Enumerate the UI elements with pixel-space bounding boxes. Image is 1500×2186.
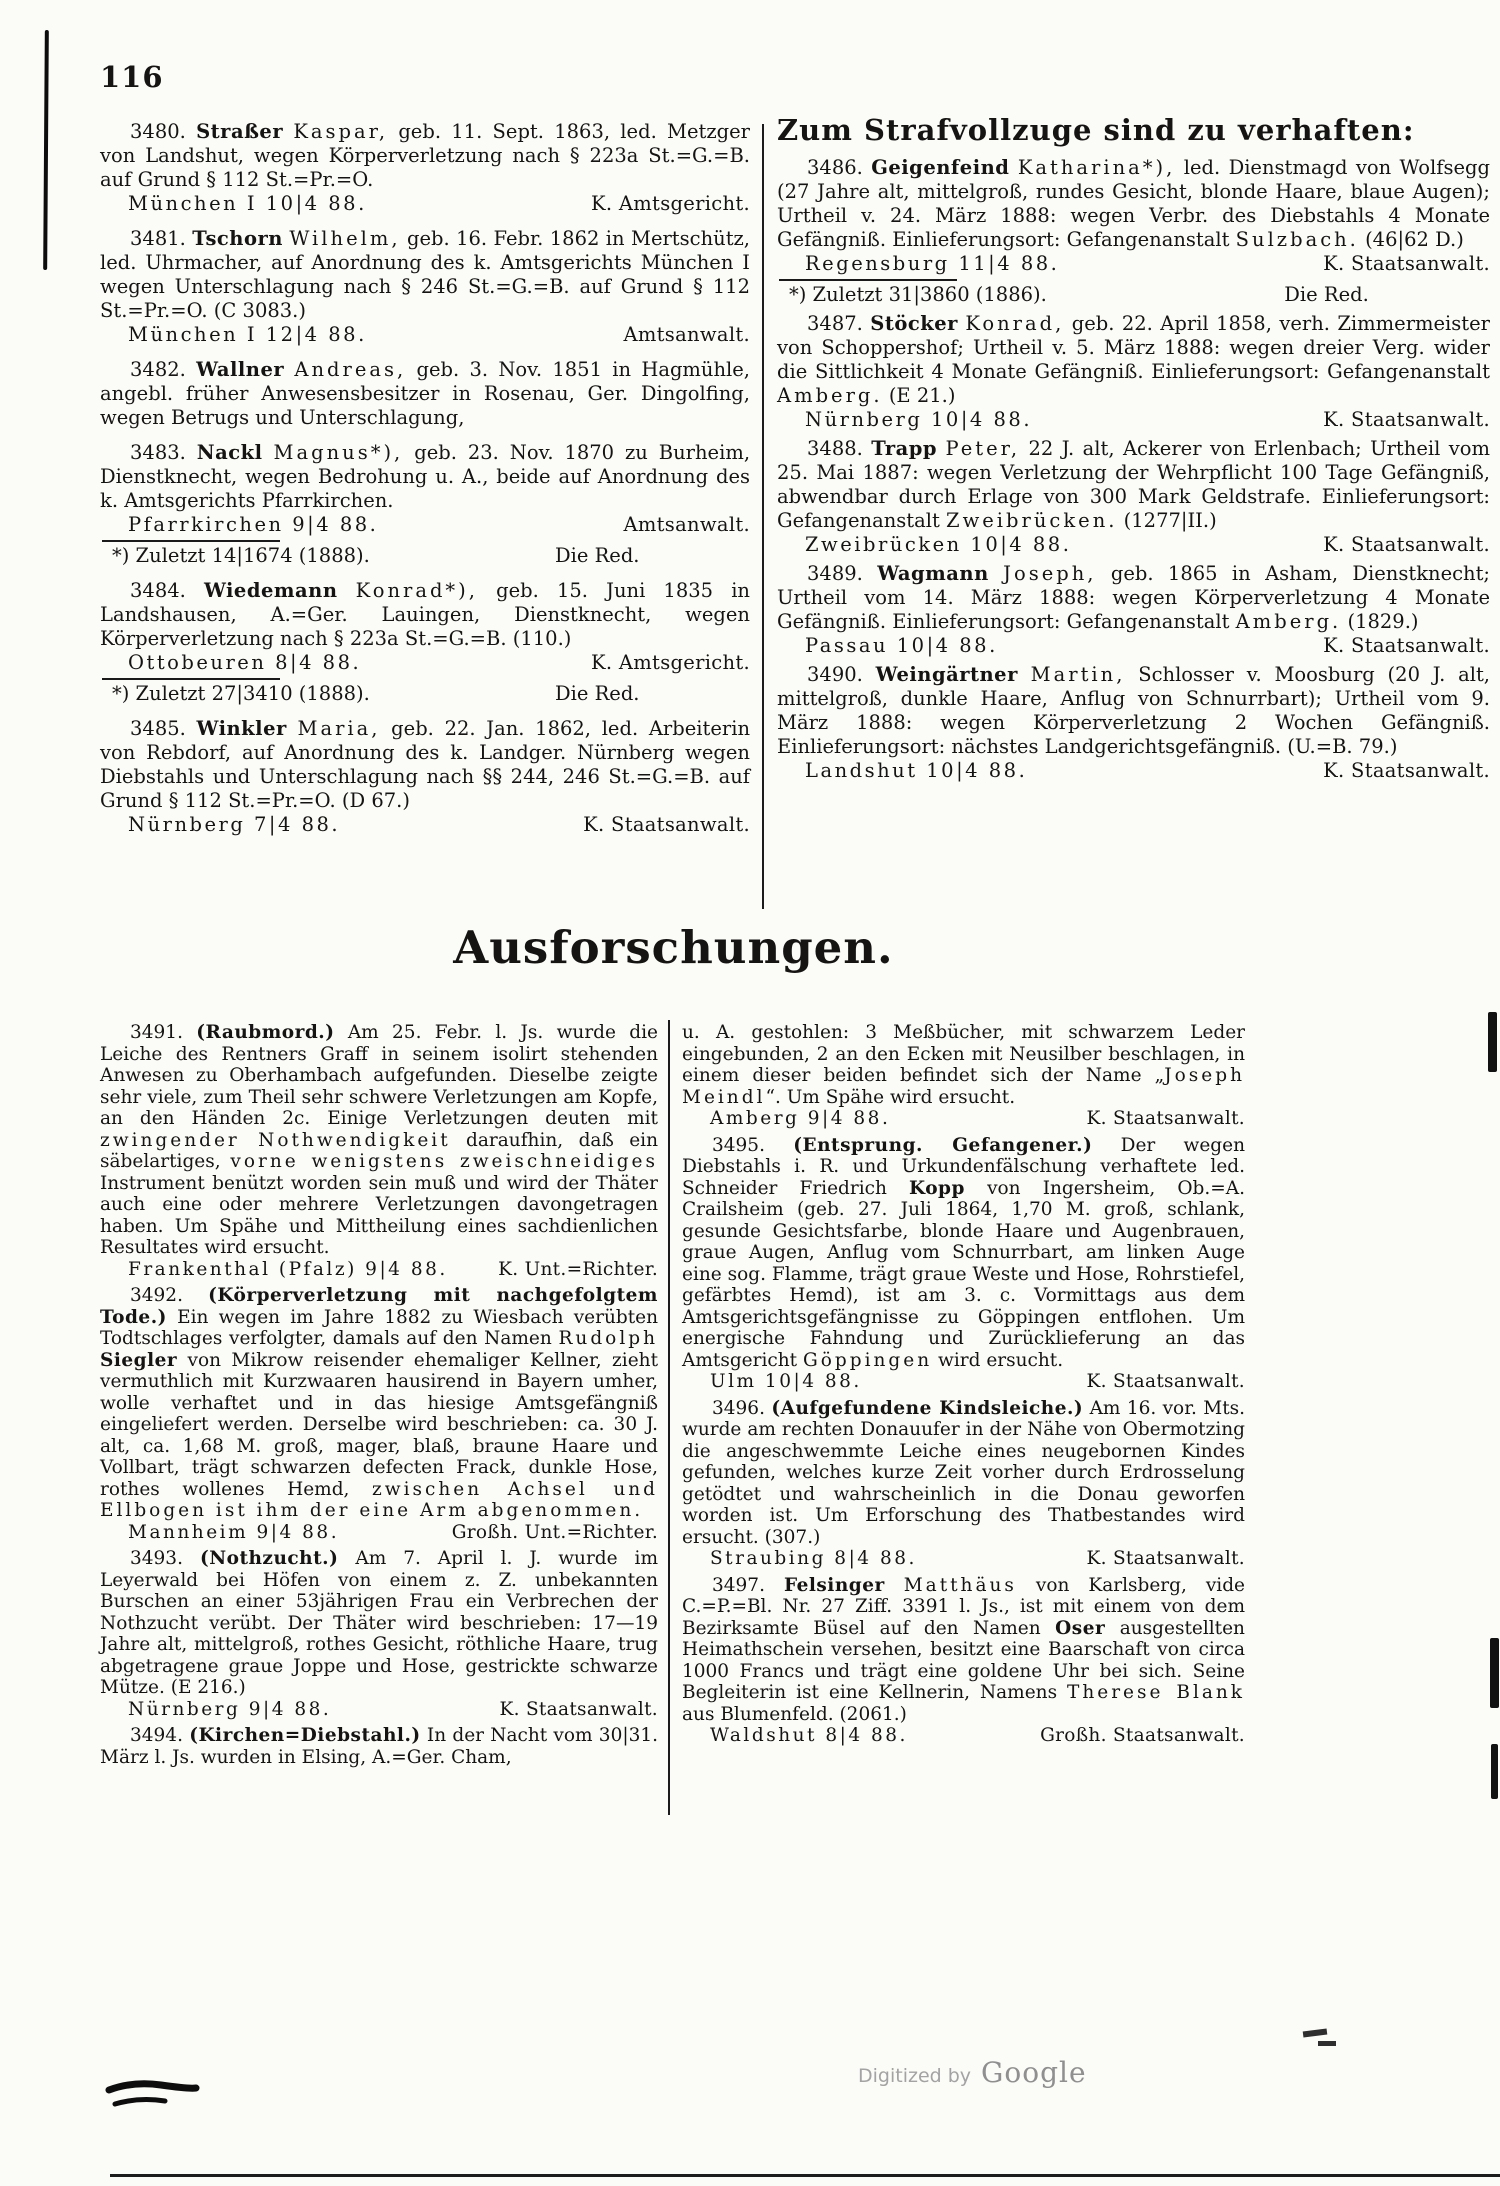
dateline-place: Straubing 8|4 88. [710,1548,917,1569]
scan-artifact-pen-mark [105,2078,200,2114]
person-surname: Wallner [196,358,285,381]
entry-number: 3484. [130,579,186,602]
entry-text: Instrument benützt worden sein muß und wird der Thäter auch eine oder mehrere Verletzungen davongetragen haben. Um Spähe und Mittheilung eines sachdienlichen Resultates wird ersucht. [100,1172,658,1258]
entry-text: (E 21.) [888,384,956,407]
dateline-authority: Amtsanwalt. [623,513,750,536]
entry-footnote [100,540,750,568]
scan-artifact-dash [1318,2041,1336,2046]
gazette-entry [100,120,750,216]
entry-text: geb. 11. Sept. 1863, led. Metzger von Landshut, wegen Körperverletzung nach § 223a St.=G.=B. auf Grund § 112 St.=Pr.=O. [100,120,750,191]
section-heading-strafvollzug: Zum Strafvollzuge sind zu verhaften: [777,113,1415,147]
entry-dateline [682,1725,1245,1747]
entry-text: Schlosser v. Moosburg (20 J. alt, mittelgroß, dunkle Haare, Anflug von Schnurrbart); Urtheil vom 9. März 1888: wegen Körperverletzung 2 Wochen Gefängniß. Einlieferungsort: nächstes Landgerichtsgefängniß. (U.=B. 79.) [777,663,1490,758]
person-surname: Felsinger [783,1574,885,1596]
entry-body [777,437,1490,533]
entry-text: von Ingersheim, Ob.=A. Crailsheim (geb. 27. Juli 1864, 1,70 M. groß, schlank, gesunde Gesichtsfarbe, blonde Haare und Augenbrauen, graue Augen, Anflug vom Schnurrbart, am linken Auge eine sog. Flamme, trägt graue Weste und Hose, Rohrstiefel, gefärbtes Hemd), ist am 3. c. Vormittags aus dem Amtsgerichtsgefängnisse zu Göppingen entflohen. Um energische Fahndung und Zurücklieferung an das Amtsgericht [682,1177,1245,1371]
entry-text: Am 16. vor. Mts. wurde am rechten Donauufer in der Nähe von Obermotzing die angeschwemmte Leiche eines neugebornen Kindes gefunden, welches kurze Zeit vorher durch Erdrosselung getödtet und wahrscheinlich in die Donau geworfen worden ist. Um Erforschung des Thatbestandes wird ersucht. (307.) [682,1397,1245,1548]
dateline-place: München I 10|4 88. [128,192,367,215]
entry-number: 3494. [130,1725,183,1746]
scan-artifact-right-edge-mark [1488,1012,1497,1072]
entry-dateline [777,533,1490,557]
entry-text: von Mikrow reisender ehemaliger Kellner, zieht vermuthlich mit Kurzwaaren hausirend in Bayern umher, wolle verhaftet und in das hiesige Amtsgefängniß eingeliefert werden. Derselbe wird beschrieben: ca. 30 J. alt, ca. 1,68 M. groß, mager, blaß, braune Haare und Vollbart, trägt schwarzen defecten Frack, dunkle Hose, rothes wollenes Hemd, [100,1349,658,1500]
footnote-rule [102,678,280,680]
entry-text: “. Um Spähe wird ersucht. [765,1086,1016,1108]
gazette-entry [777,156,1490,307]
dateline-authority: Großh. Staatsanwalt. [1040,1725,1245,1746]
entry-body [100,717,750,813]
person-surname: Geigenfeind [871,156,1010,179]
google-watermark [858,2056,1087,2089]
person-surname: Wagmann [877,562,989,585]
footnote-text: *) Zuletzt 14|1674 (1888). [112,544,370,567]
emphasized-text: zwingender Nothwendigkeit [100,1129,451,1151]
column-divider-bottom [668,1020,670,1815]
entry-dateline [100,1699,658,1721]
dateline-place: Frankenthal (Pfalz) 9|4 88. [128,1258,448,1280]
dateline-authority: K. Staatsanwalt. [1323,533,1490,556]
gazette-entry [777,437,1490,557]
entry-number: 3496. [712,1397,765,1419]
entry-dateline [682,1548,1245,1570]
entry-text: wird ersucht. [938,1349,1064,1371]
scan-artifact-left-edge-line [43,30,49,270]
person-firstname: Peter, [945,437,1021,460]
person-firstname: Martin, [1030,663,1126,686]
entry-text: In der Nacht vom 30|31. März l. Js. wurden in Elsing, A.=Ger. Cham, [100,1725,658,1768]
entry-body [777,663,1490,759]
gazette-entry [682,1575,1245,1747]
entry-dateline [100,192,750,216]
entry-dateline [777,252,1490,276]
entry-body [777,312,1490,408]
entry-text: Ein wegen im Jahre 1882 zu Wiesbach verübten Todtschlages verfolgter, damals auf den Namen [100,1306,658,1349]
footnote-source: Die Red. [554,682,640,705]
dateline-authority: K. Staatsanwalt. [583,813,750,836]
person-firstname: Rudolph [558,1328,658,1349]
entry-text: led. Dienstmagd von Wolfsegg (27 Jahre alt, mittelgroß, rundes Gesicht, blonde Haare, blaue Augen); Urtheil v. 24. März 1888: wegen Verbr. des Diebstahls 4 Monate Gefängniß. Einlieferungsort: Gefangenanstalt [777,156,1490,251]
entry-dateline [100,513,750,537]
entry-text: (1277|II.) [1123,509,1217,532]
emphasized-text: zwischen Achsel und Ellbogen ist ihm der eine Arm abgenommen. [100,1478,658,1521]
entry-dateline [777,408,1490,432]
entry-body [100,1022,658,1259]
scan-artifact-right-edge-mark [1491,1744,1498,1799]
entry-number: 3493. [130,1548,183,1569]
entry-number: 3492. [130,1285,183,1306]
person-surname: Siegler [100,1349,178,1371]
person-firstname: Magnus*), [273,441,404,464]
entry-text: geb. 3. Nov. 1851 in Hagmühle, angebl. früher Anwesensbesitzer in Rosenau, Ger. Dingolfing, wegen Betrugs und Unterschlagung, [100,358,751,429]
gazette-entry [100,227,750,347]
emphasized-text: Göppingen [802,1349,933,1371]
dateline-authority: Amtsanwalt. [623,323,750,346]
gazette-entry [100,441,750,568]
entry-body [777,562,1490,634]
companion-name: Therese Blank [1067,1682,1246,1703]
scan-artifact-dash [1303,2029,1328,2038]
entry-dateline [100,1259,658,1281]
entry-number: 3495. [712,1134,765,1156]
dateline-authority: K. Unt.=Richter. [498,1258,658,1280]
person-firstname: Konrad*), [355,579,478,602]
footnote-source: Die Red. [1284,283,1369,306]
entry-body [100,1548,658,1699]
institution-name: Amberg. [1235,610,1342,633]
person-surname: Straßer [196,120,284,143]
gazette-entry [100,1022,658,1280]
dateline-place: Ottobeuren 8|4 88. [128,651,362,674]
top-left-column [100,120,750,848]
offense-heading: (Körperverletzung mit nachgefolgtem Tode.) [100,1285,658,1328]
gazette-entry [682,1398,1245,1570]
dateline-authority: K. Amtsgericht. [591,192,750,215]
offense-heading: (Entsprung. Gefangener.) [793,1134,1093,1156]
entry-number: 3483. [130,441,186,464]
person-firstname: Joseph, [1003,562,1097,585]
dateline-place: Nürnberg 9|4 88. [128,1698,332,1720]
entry-body [100,579,750,651]
entry-footnote [777,279,1490,307]
entry-text: daraufhin, daß ein säbelartiges, [100,1129,658,1172]
entry-number: 3491. [130,1022,183,1043]
gazette-entry [777,562,1490,658]
entry-number: 3488. [807,437,863,460]
person-surname: Trapp [871,437,938,460]
dateline-place: Waldshut 8|4 88. [710,1725,908,1746]
dateline-place: Ulm 10|4 88. [710,1371,862,1392]
dateline-place: Regensburg 11|4 88. [805,252,1060,275]
person-surname: Tschorn [192,227,283,250]
dateline-authority: K. Staatsanwalt. [1323,408,1490,431]
entry-body [100,1285,658,1522]
gazette-entry [100,1548,658,1720]
footnote-text: *) Zuletzt 31|3860 (1886). [789,283,1047,306]
dateline-authority: K. Staatsanwalt. [1323,252,1490,275]
dateline-place: München I 12|4 88. [128,323,367,346]
dateline-authority: K. Staatsanwalt. [1086,1371,1245,1392]
dateline-authority: K. Staatsanwalt. [1323,759,1490,782]
entry-text: Am 25. Febr. l. Js. wurde die Leiche des Rentners Graff in seinem isolirt stehenden Anwesen zu Oberhambach aufgefunden. Dieselbe zeigte sehr viele, zum Theil sehr schwere Verletzungen am Kopfe, an den Händen 2c. Einige Verletzungen deuten mit [100,1022,658,1129]
offense-heading: (Nothzucht.) [199,1548,339,1569]
bottom-right-column [682,1022,1245,1752]
entry-number: 3489. [807,562,863,585]
entry-body [682,1398,1245,1549]
entry-dateline [100,1522,658,1544]
person-firstname: Wilhelm, [289,227,401,250]
entry-text: geb. 23. Nov. 1870 zu Burheim, Dienstknecht, wegen Bedrohung u. A., beide auf Anordnung des k. Amtsgerichts Pfarrkirchen. [100,441,751,512]
person-surname: Stöcker [870,312,958,335]
footnote-rule [102,540,280,542]
person-firstname: Matthäus [903,1574,1017,1596]
person-surname: Winkler [196,717,287,740]
entry-text: (46|62 D.) [1365,228,1464,251]
person-surname: Kopp [909,1177,965,1199]
watermark-text: Digitized by [858,2065,972,2087]
entry-dateline [682,1371,1245,1393]
entry-text: geb. 15. Juni 1835 in Landshausen, A.=Ger. Lauingen, Dienstknecht, wegen Körperverletzung nach § 223a St.=G.=B. (110.) [100,579,750,650]
person-firstname: Kaspar, [293,120,389,143]
scan-artifact-bottom-rule [110,2174,1500,2177]
column-divider-top [762,124,764,909]
dateline-authority: K. Amtsgericht. [591,651,750,674]
dateline-place: Passau 10|4 88. [805,634,998,657]
top-right-column [777,112,1490,788]
offense-heading: (Aufgefundene Kindsleiche.) [771,1397,1084,1419]
institution-name: Amberg. [777,384,883,407]
entry-text: (1829.) [1347,610,1419,633]
scan-artifact-right-edge-mark [1490,1638,1499,1708]
person-surname: Wiedemann [203,579,338,602]
entry-text: aus Blumenfeld. (2061.) [682,1703,907,1725]
entry-dateline [100,651,750,675]
entry-text: 22 J. alt, Ackerer von Erlenbach; Urtheil vom 25. Mai 1887: wegen Verletzung der Wehrpflicht 100 Tage Gefängniß, abwendbar durch Erlage von 300 Mark Geldstrafe. Einlieferungsort: Gefangenanstalt [777,437,1491,532]
dateline-place: Pfarrkirchen 9|4 88. [128,513,379,536]
person-firstname: Katharina*), [1017,156,1176,179]
dateline-authority: K. Staatsanwalt. [499,1698,658,1720]
dateline-authority: K. Staatsanwalt. [1323,634,1490,657]
entry-number: 3497. [712,1574,765,1596]
entry-text: geb. 1865 in Asham, Dienstknecht; Urtheil vom 14. März 1888: wegen Körperverletzung 4 Monate Gefängniß. Einlieferungsort: Gefangenanstalt [777,562,1490,633]
entry-number: 3485. [130,717,186,740]
footnote-source: Die Red. [554,544,640,567]
dateline-authority: Großh. Unt.=Richter. [451,1521,658,1543]
gazette-entry-continuation [682,1022,1245,1130]
institution-name: Zweibrücken. [946,509,1118,532]
watermark-brand: Google [981,2056,1087,2089]
gazette-entry [100,717,750,837]
entry-body [777,156,1490,252]
entry-number: 3490. [807,663,863,686]
page-number: 116 [100,60,164,94]
entry-text: geb. 22. Jan. 1862, led. Arbeiterin von Rebdorf, auf Anordnung des k. Landger. Nürnberg wegen Diebstahls und Unterschlagung nach §§ 244, 246 St.=G.=B. auf Grund § 112 St.=Pr.=O. (D 67.) [100,717,750,812]
dateline-place: Zweibrücken 10|4 88. [805,533,1072,556]
bottom-left-column [100,1022,658,1773]
person-firstname: Konrad, [965,312,1065,335]
person-firstname: Andreas, [294,358,407,381]
alias-name: Oser [1055,1617,1106,1639]
footnote-text: *) Zuletzt 27|3410 (1888). [112,682,370,705]
offense-heading: (Kirchen=Diebstahl.) [189,1725,421,1746]
entry-number: 3487. [807,312,863,335]
dateline-place: Landshut 10|4 88. [805,759,1028,782]
gazette-entry [100,358,750,430]
entry-text: von Karlsberg, vide C.=P.=Bl. Nr. 27 Ziff. 3391 l. Js., ist mit einem von dem Bezirksamte Büsel auf den Namen [682,1574,1245,1639]
entry-text: ausgestellten Heimathschein versehen, besitzt eine Baarschaft von circa 1000 Francs und trägt eine goldene Uhr bei sich. Seine Begleiterin ist eine Kellnerin, Namens [682,1617,1245,1703]
entry-text: Am 7. April l. J. wurde im Leyerwald bei Höfen von einem z. Z. unbekannten Burschen an einer 53jährigen Frau ein Verbrechen der Nothzucht verübt. Der Thäter wird beschrieben: 17—19 Jahre alt, mittelgroß, rothes Gesicht, röthliche Haare, trug abgetragene graue Joppe und Hose, gestrickte schwarze Mütze. (E 216.) [100,1548,659,1698]
entry-dateline [777,634,1490,658]
person-surname: Weingärtner [875,663,1018,686]
dateline-place: Amberg 9|4 88. [710,1108,891,1129]
entry-body [100,120,750,192]
dateline-authority: K. Staatsanwalt. [1086,1108,1245,1129]
footnote-rule [779,279,957,281]
dateline-place: Mannheim 9|4 88. [128,1521,340,1543]
entry-body [100,227,750,323]
entry-number: 3481. [130,227,186,250]
entry-text: geb. 16. Febr. 1862 in Mertschütz, led. Uhrmacher, auf Anordnung des k. Amtsgerichts München I wegen Unterschlagung nach § 246 St.=G.=B. auf Grund § 112 St.=Pr.=O. (C 3083.) [100,227,750,322]
person-surname: Nackl [196,441,263,464]
entry-body [682,1135,1245,1372]
entry-dateline [682,1108,1245,1130]
gazette-entry [777,312,1490,432]
entry-body [682,1022,1245,1108]
entry-body [100,441,750,513]
emphasized-text: vorne wenigstens zweischneidiges [230,1151,658,1172]
entry-footnote [100,678,750,706]
entry-number: 3480. [130,120,186,143]
entry-number: 3486. [807,156,863,179]
entry-text: u. A. gestohlen: 3 Meßbücher, mit schwarzem Leder eingebunden, 2 an den Ecken mit Neusilber beschlagen, in einem dieser beiden befindet sich der Name „ [682,1022,1245,1086]
entry-body [100,1725,658,1768]
gazette-entry [100,1285,658,1543]
entry-dateline [100,813,750,837]
gazette-entry [777,663,1490,783]
entry-text: Der wegen Diebstahls i. R. und Urkundenfälschung verhaftete led. Schneider Friedrich [682,1134,1245,1199]
dateline-place: Nürnberg 10|4 88. [805,408,1033,431]
dateline-authority: K. Staatsanwalt. [1086,1548,1245,1569]
offense-heading: (Raubmord.) [196,1022,335,1043]
gazette-entry [100,579,750,706]
emphasized-text: Joseph Meindl [682,1065,1245,1108]
entry-number: 3482. [130,358,186,381]
institution-name: Sulzbach. [1235,228,1359,251]
gazette-entry [682,1135,1245,1393]
section-heading-ausforschungen: Ausforschungen. [453,921,894,974]
dateline-place: Nürnberg 7|4 88. [128,813,341,836]
entry-dateline [100,323,750,347]
gazette-entry [100,1725,658,1768]
entry-body [100,358,750,430]
entry-dateline [777,759,1490,783]
person-firstname: Maria, [297,717,381,740]
entry-body [682,1575,1245,1726]
entry-text: geb. 22. April 1858, verh. Zimmermeister von Schoppershof; Urtheil v. 5. März 1888: wegen dreier Verg. wider die Sittlichkeit 4 Monate Gefängniß. Einlieferungsort: Gefangenanstalt [777,312,1490,383]
